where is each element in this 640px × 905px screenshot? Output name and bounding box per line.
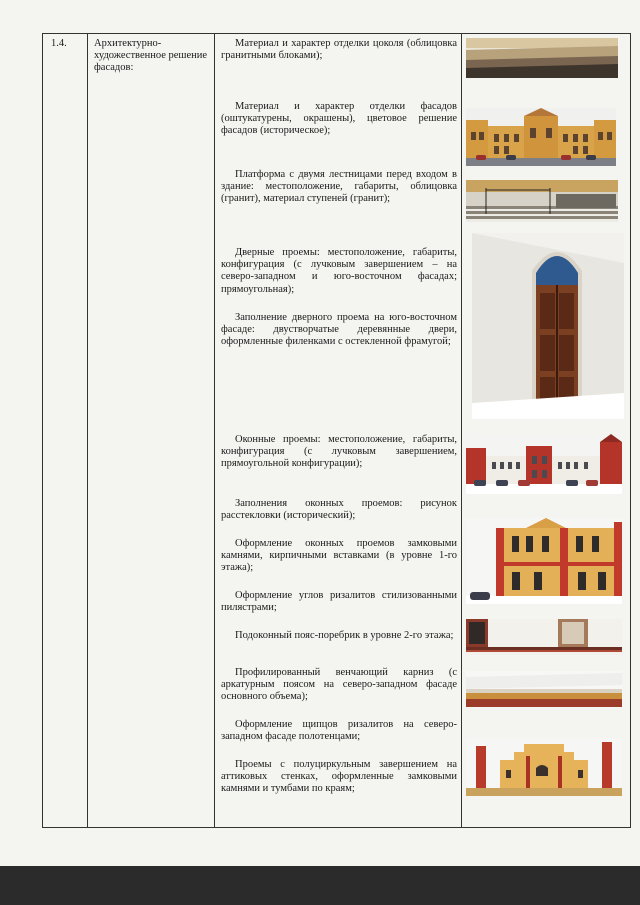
item-attic-openings: Проемы с полуциркульным завершением на аттиковых стенках, оформленные замковыми камнями и тумбами по краям; <box>221 759 457 795</box>
window-sill-belt-photo <box>466 619 622 655</box>
item-window-glazing: Заполнения оконных проемов: рисунок расстекловки (исторический); <box>221 498 457 522</box>
facade-windows-photo <box>466 434 622 494</box>
item-cornice: Профилированный венчающий карниз (с аркатурным поясом на северо-западном фасаде основного объема); <box>221 667 457 703</box>
facade-table <box>42 33 631 828</box>
scan-bottom-edge <box>0 866 640 905</box>
gable-attic-photo <box>466 738 622 796</box>
item-facade-finish: Материал и характер отделки фасадов (оштукатурены, окрашены), цветовое решение фасадов (историческое); <box>221 101 457 137</box>
item-door-openings: Дверные проемы: местоположение, габариты, конфигурация (с лучковым завершением – на северо-западном и юго-восточном фасадах; прямоугольная); <box>221 247 457 295</box>
item-gables: Оформление щипцов ризалитов на северо-западном фасаде полотенцами; <box>221 719 457 743</box>
description-cell <box>215 34 462 828</box>
photo-cell <box>462 34 631 828</box>
corner-risalit-photo <box>466 518 622 604</box>
item-window-decor: Оформление оконных проемов замковыми камнями, кирпичными вставками (в уровне 1-го этажа); <box>221 538 457 574</box>
item-door-fill: Заполнение дверного проема на юго-восточном фасаде: двустворчатые деревянные двери, оформленные филенками с остекленной фрамугой; <box>221 312 457 348</box>
cornice-photo <box>466 671 622 707</box>
item-pilasters: Оформление углов ризалитов стилизованными пилястрами; <box>221 590 457 614</box>
row-title: Архитектурно-художественное решение фасадов: <box>88 34 215 828</box>
row-number: 1.4. <box>43 34 88 828</box>
item-window-openings: Оконные проемы: местоположение, габариты, конфигурация (с лучковым завершением, прямоугольной конфигурации); <box>221 434 457 470</box>
item-platform: Платформа с двумя лестницами перед входом в здание: местоположение, габариты, облицовка (гранит), материал ступеней (гранит); <box>221 169 457 205</box>
entrance-stairs-photo <box>466 180 618 222</box>
granite-plinth-photo <box>466 38 618 78</box>
item-sill-belt: Подоконный пояс-поребрик в уровне 2-го этажа; <box>235 630 454 641</box>
wooden-door-photo <box>472 233 624 419</box>
item-plinth: Материал и характер отделки цоколя (облицовка гранитными блоками); <box>221 38 457 62</box>
building-facade-photo <box>466 108 616 166</box>
